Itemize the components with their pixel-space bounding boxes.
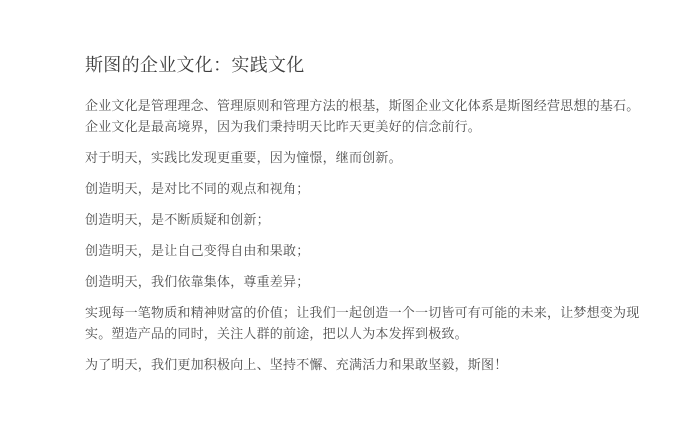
paragraph-create-innovation: 创造明天，是不断质疑和创新； <box>85 212 270 227</box>
paragraph-closing: 为了明天，我们更加积极向上、坚持不懈、充满活力和果敢坚毅，斯图！ <box>85 357 508 372</box>
paragraph-intro: 企业文化是管理理念、管理原则和管理方法的根基，斯图企业文化体系是斯图经营思想的基石。企业文化是最高境界，因为我们秉持明天比昨天更美好的信念前行。 <box>85 98 640 134</box>
paragraph-create-freedom: 创造明天，是让自己变得自由和果敢； <box>85 243 310 258</box>
paragraph-create-collective: 创造明天，我们依靠集体，尊重差异； <box>85 274 310 289</box>
page-title: 斯图的企业文化：实践文化 <box>85 55 305 75</box>
article-content <box>85 95 642 375</box>
paragraph-create-viewpoints: 创造明天，是对比不同的观点和视角； <box>85 181 310 196</box>
paragraph-tomorrow-practice: 对于明天，实践比发现更重要，因为憧憬，继而创新。 <box>85 150 402 165</box>
paragraph-value-dream: 实现每一笔物质和精神财富的价值；让我们一起创造一个一切皆可有可能的未来，让梦想变为现实。塑造产品的同时，关注人群的前途，把以人为本发挥到极致。 <box>85 305 640 341</box>
